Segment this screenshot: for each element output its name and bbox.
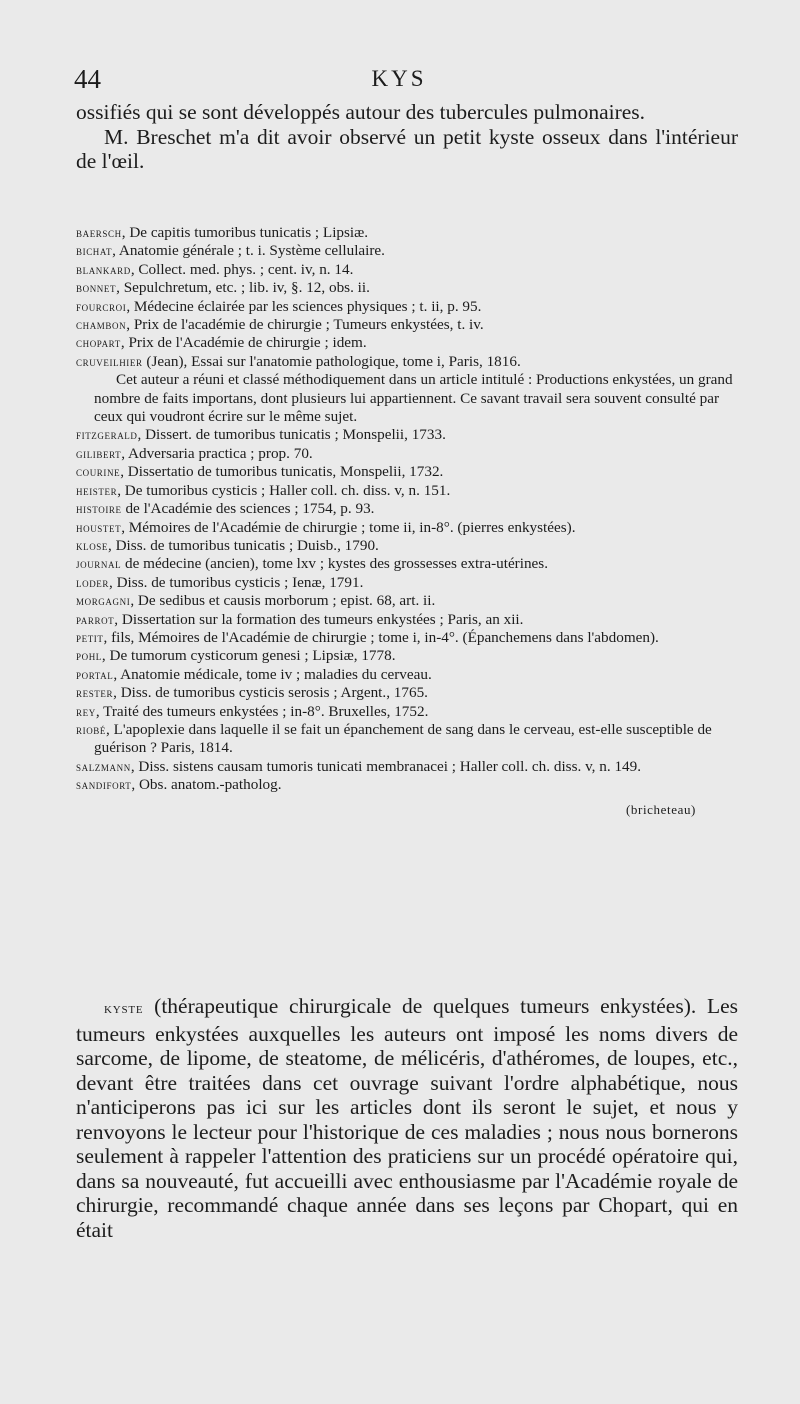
bib-text: , Diss. sistens causam tumoris tunicati membranacei ; Haller coll. ch. diss. v, n. 149.	[130, 757, 642, 775]
bib-text: , Collect. med. phys. ; cent. iv, n. 14.	[130, 260, 354, 278]
article-kyste	[76, 994, 738, 1242]
bib-text: , Diss. de tumoribus tunicatis ; Duisb., 1790.	[108, 536, 379, 554]
bib-author: baersch	[76, 225, 122, 240]
bib-entry	[76, 574, 736, 592]
bib-entry	[76, 721, 736, 758]
bib-author: cruveilhier	[76, 353, 143, 369]
bib-entry	[76, 279, 736, 297]
bib-author: salzmann	[76, 758, 131, 774]
bib-author: heister	[76, 482, 118, 498]
bib-text: , De sedibus et causis morborum ; epist. 68, art. ii.	[130, 592, 436, 610]
bib-author: bichat	[76, 243, 113, 259]
bib-entry	[76, 519, 736, 537]
bib-author: klose	[76, 537, 108, 553]
bib-author: morgagni	[76, 593, 131, 609]
bib-author: houstet	[76, 519, 122, 535]
bib-entry	[76, 555, 736, 573]
bib-entry	[76, 666, 736, 684]
bib-note	[76, 371, 736, 426]
bib-text: , Sepulchretum, etc. ; lib. iv, §. 12, obs. ii.	[116, 279, 370, 297]
bib-author: bonnet	[76, 280, 117, 296]
bib-entry	[76, 611, 736, 629]
intro-paragraph-1: ossifiés qui se sont développés autour des tubercules pulmonaires.	[76, 100, 646, 124]
bib-author: petit	[76, 629, 104, 645]
bib-entry	[76, 592, 736, 610]
bib-text: de médecine (ancien), tome lxv ; kystes des grossesses extra-utérines.	[121, 555, 549, 573]
bib-author: journal	[76, 556, 122, 572]
bib-entry	[76, 684, 736, 702]
bib-text: (Jean), Essai sur l'anatomie pathologique, tome i, Paris, 1816.	[142, 352, 521, 370]
bib-text: , Adversaria practica ; prop. 70.	[121, 444, 313, 462]
bib-entry	[76, 482, 736, 500]
bib-text: , fils, Mémoires de l'Académie de chirurgie ; tome i, in-4°. (Épanchemens dans l'abdomen).	[103, 628, 659, 646]
bib-entry	[76, 776, 736, 794]
bib-author: riobé	[76, 721, 106, 737]
bib-entry	[76, 353, 736, 371]
bib-text: de l'Académie des sciences ; 1754, p. 93.	[121, 500, 375, 518]
bib-author: courine	[76, 464, 121, 480]
bib-text: , Dissertatio de tumoribus tunicatis, Monspelii, 1732.	[120, 463, 444, 481]
intro-paragraph-2: M. Breschet m'a dit avoir observé un petit kyste osseux dans l'intérieur de l'œil.	[76, 124, 738, 173]
bib-text: , Anatomie générale ; t. i. Système cellulaire.	[112, 242, 385, 260]
bib-author: sandifort	[76, 777, 132, 793]
intro-text	[76, 100, 738, 174]
bib-entry	[76, 758, 736, 776]
bib-entry	[76, 445, 736, 463]
bib-entry	[76, 242, 736, 260]
bib-entry	[76, 647, 736, 665]
bib-author: rey	[76, 703, 96, 719]
bib-entry	[76, 298, 736, 316]
bib-text: , Anatomie médicale, tome iv ; maladies du cerveau.	[113, 665, 432, 683]
bib-text: , Dissertation sur la formation des tumeurs enkystées ; Paris, an xii.	[114, 610, 524, 628]
author-signature: (bricheteau)	[626, 801, 696, 817]
bib-text: , Prix de l'académie de chirurgie ; Tumeurs enkystées, t. iv.	[126, 316, 484, 334]
bib-text: , Diss. de tumoribus cysticis serosis ; Argent., 1765.	[113, 684, 428, 702]
bib-entry	[76, 224, 736, 242]
article-keyword: kyste	[104, 1000, 144, 1017]
bib-text: , Prix de l'Académie de chirurgie ; idem.	[120, 334, 367, 352]
bib-entry	[76, 463, 736, 481]
bib-text: , L'apoplexie dans laquelle il se fait un épanchement de sang dans le cerveau, est-elle susceptible de guérison ? Paris, 1814.	[94, 720, 712, 757]
bib-author: fitzgerald	[76, 427, 138, 443]
bib-entry	[76, 537, 736, 555]
bib-text: , Mémoires de l'Académie de chirurgie ; tome ii, in-8°. (pierres enkystées).	[121, 518, 576, 536]
bib-entry	[76, 629, 736, 647]
bib-entry	[76, 334, 736, 352]
bib-author: histoire	[76, 501, 122, 517]
bib-text: , Obs. anatom.-patholog.	[131, 776, 282, 794]
bib-author: loder	[76, 574, 109, 590]
bib-text: , De tumorum cysticorum genesi ; Lipsiæ, 1778.	[101, 647, 396, 665]
running-head: KYS	[371, 66, 427, 91]
bib-entry	[76, 261, 736, 279]
bib-author: parrot	[76, 611, 115, 627]
bib-entry	[76, 426, 736, 444]
page-number: 44	[74, 64, 101, 94]
bib-text: , Diss. de tumoribus cysticis ; Ienæ, 1791.	[109, 573, 364, 591]
bib-text: , Médecine éclairée par les sciences physiques ; t. ii, p. 95.	[126, 297, 482, 315]
bib-author: blankard	[76, 261, 131, 277]
bib-text: Cet auteur a réuni et classé méthodiquement dans un article intitulé : Productions enkystées, un grand nombre de faits importans, dont plusieurs lui appartiennent. Ce savant travail sera souvent consulté par ceux qui voudront écrire sur le même sujet.	[94, 371, 733, 426]
bib-text: , De capitis tumoribus tunicatis ; Lipsiæ.	[121, 224, 369, 241]
bib-author: portal	[76, 666, 114, 682]
bib-author: pohl	[76, 648, 102, 664]
bib-author: fourcroi	[76, 298, 127, 314]
bib-author: chambon	[76, 317, 127, 333]
bib-author: gilibert	[76, 445, 122, 461]
bib-text: , Traité des tumeurs enkystées ; in-8°. Bruxelles, 1752.	[95, 702, 429, 720]
bib-text: , Dissert. de tumoribus tunicatis ; Monspelii, 1733.	[137, 426, 446, 444]
bibliography	[76, 224, 736, 819]
article-paragraph	[76, 994, 738, 1242]
article-body: (thérapeutique chirurgicale de quelques tumeurs enkystées). Les tumeurs enkystées auxquelles les auteurs ont imposé les noms divers de sarcome, de lipome, de steatome, de mélicéris, d'athéromes, de loupes, etc., devant être traitées dans cet ouvrage suivant l'ordre alphabétique, nous n'anticiperons pas ici sur les articles dont ils seront le sujet, et nous y renvoyons le lecteur pour l'historique de ces maladies ; nous nous bornerons seulement à rappeler l'attention des praticiens sur un procédé opératoire qui, dans sa nouveauté, fut accueilli avec enthousiasme par l'Académie royale de chirurgie, recommandé chaque année dans ses leçons par Chopart, qui en était	[76, 994, 738, 1242]
bib-entry	[76, 316, 736, 334]
bib-author: rester	[76, 685, 114, 701]
bib-entry	[76, 703, 736, 721]
bib-text: , De tumoribus cysticis ; Haller coll. ch. diss. v, n. 151.	[117, 481, 451, 499]
bib-entry	[76, 500, 736, 518]
bib-author: chopart	[76, 335, 121, 351]
page-header	[74, 64, 724, 94]
